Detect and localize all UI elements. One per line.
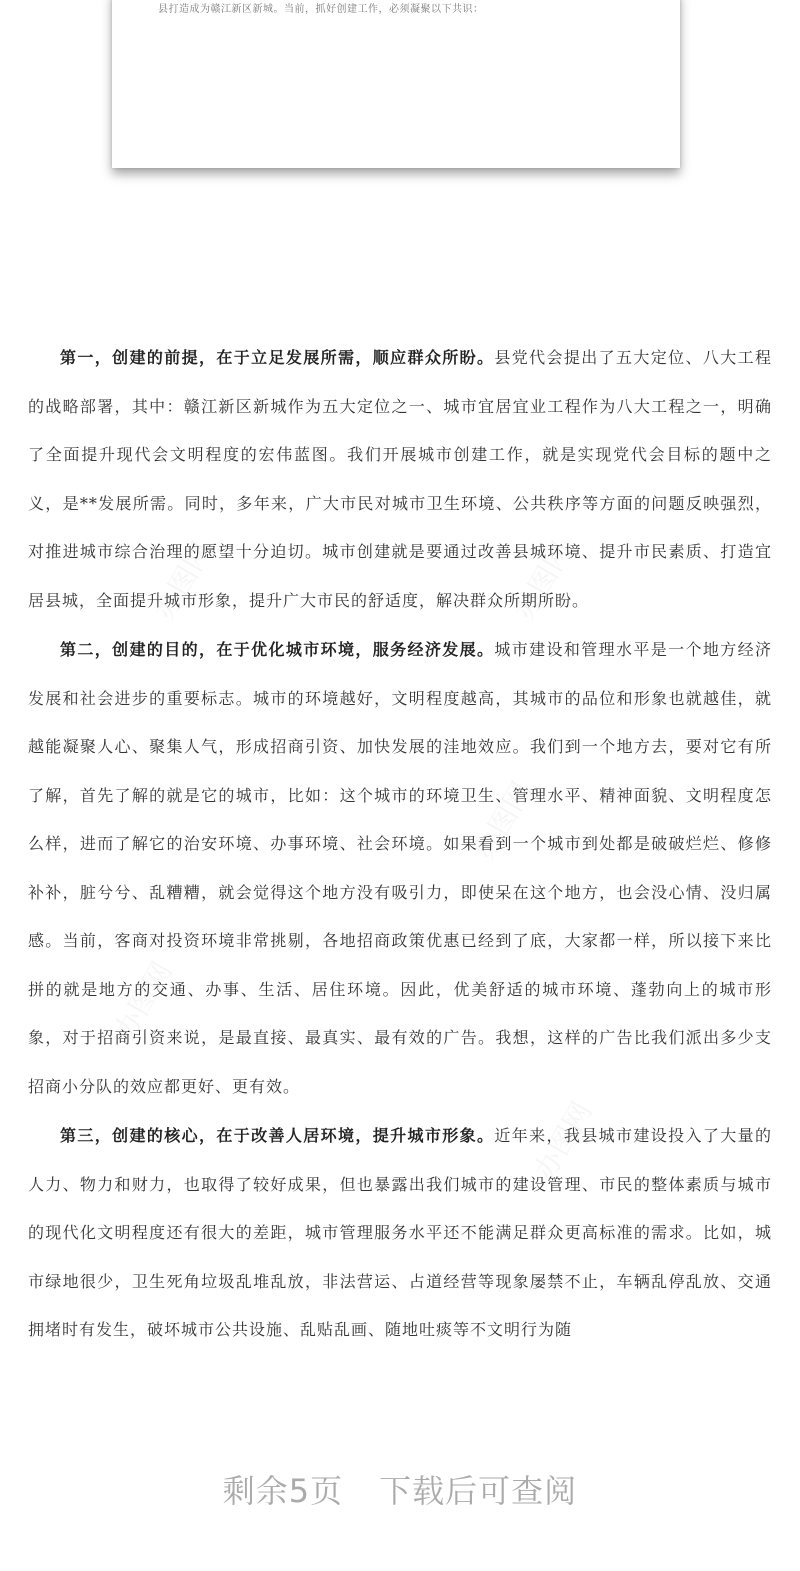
paragraph-body: 县党代会提出了五大定位、八大工程的战略部署，其中：赣江新区新城作为五大定位之一、城市宜居宜业工程作为八大工程之一，明确了全面提升现代会文明程度的宏伟蓝图。我们开展城市创建工作，就是实现党代会目标的题中之义，是**发展所需。同时，多年来，广大市民对城市卫生环境、公共秩序等方面的问题反映强烈，对推进城市综合治理的愿望十分迫切。城市创建就是要通过改善县城环境、提升市民素质、打造宜居县城，全面提升城市形象，提升广大市民的舒适度，解决群众所期所盼。 bbox=[28, 348, 772, 610]
watermark: 办图网 bbox=[528, 1096, 599, 1186]
paragraph-first bbox=[28, 334, 772, 625]
paragraph-lead: 第三，创建的核心，在于改善人居环境，提升城市形象。 bbox=[60, 1126, 495, 1145]
watermark: 办图网 bbox=[108, 956, 179, 1046]
paragraph-body: 近年来，我县城市建设投入了大量的人力、物力和财力，也取得了较好成果，但也暴露出我们城市的建设管理、市民的整体素质与城市的现代化文明程度还有很大的差距，城市管理服务水平还不能满足群众更高标准的需求。比如，城市绿地很少，卫生死角垃圾乱堆乱放，非法营运、占道经营等现象屡禁不止，车辆乱停乱放、交通拥堵时有发生，破坏城市公共设施、乱贴乱画、随地吐痰等不文明行为随 bbox=[28, 1126, 772, 1339]
paragraph-body: 城市建设和管理水平是一个地方经济发展和社会进步的重要标志。城市的环境越好，文明程度越高，其城市的品位和形象也就越佳，就越能凝聚人心、聚集人气，形成招商引资、加快发展的洼地效应。我们到一个地方去，要对它有所了解，首先了解的就是它的城市，比如：这个城市的环境卫生、管理水平、精神面貌、文明程度怎么样，进而了解它的治安环境、办事环境、社会环境。如果看到一个城市到处都是破破烂烂、修修补补，脏兮兮、乱糟糟，就会觉得这个地方没有吸引力，即使呆在这个地方，也会没心情、没归属感。当前，客商对投资环境非常挑剔，各地招商政策优惠已经到了底，大家都一样，所以接下来比拼的就是地方的交通、办事、生活、居住环境。因此，优美舒适的城市环境、蓬勃向上的城市形象，对于招商引资来说，是最直接、最真实、最有效的广告。我想，这样的广告比我们派出多少支招商小分队的效应都更好、更有效。 bbox=[28, 640, 772, 1096]
paragraph-second bbox=[28, 626, 772, 1111]
watermark: 办图网 bbox=[148, 536, 219, 626]
paragraph-lead: 第一，创建的前提，在于立足发展所需，顺应群众所盼。 bbox=[60, 348, 495, 367]
preview-text-line: 县打造成为赣江新区新城。当前，抓好创建工作，必须凝聚以下共识： bbox=[158, 4, 484, 15]
watermark: 办图网 bbox=[508, 536, 579, 626]
paragraph-third bbox=[28, 1112, 772, 1355]
document-body bbox=[28, 334, 772, 1355]
download-to-view-link[interactable]: 下载后可查阅 bbox=[379, 1472, 578, 1510]
download-prompt[interactable] bbox=[0, 1466, 800, 1512]
previous-page-preview bbox=[112, 0, 680, 168]
remaining-pages-label: 剩余5页 bbox=[222, 1472, 344, 1510]
watermark: 办图网 bbox=[468, 776, 539, 866]
paragraph-lead: 第二，创建的目的，在于优化城市环境，服务经济发展。 bbox=[60, 640, 495, 659]
